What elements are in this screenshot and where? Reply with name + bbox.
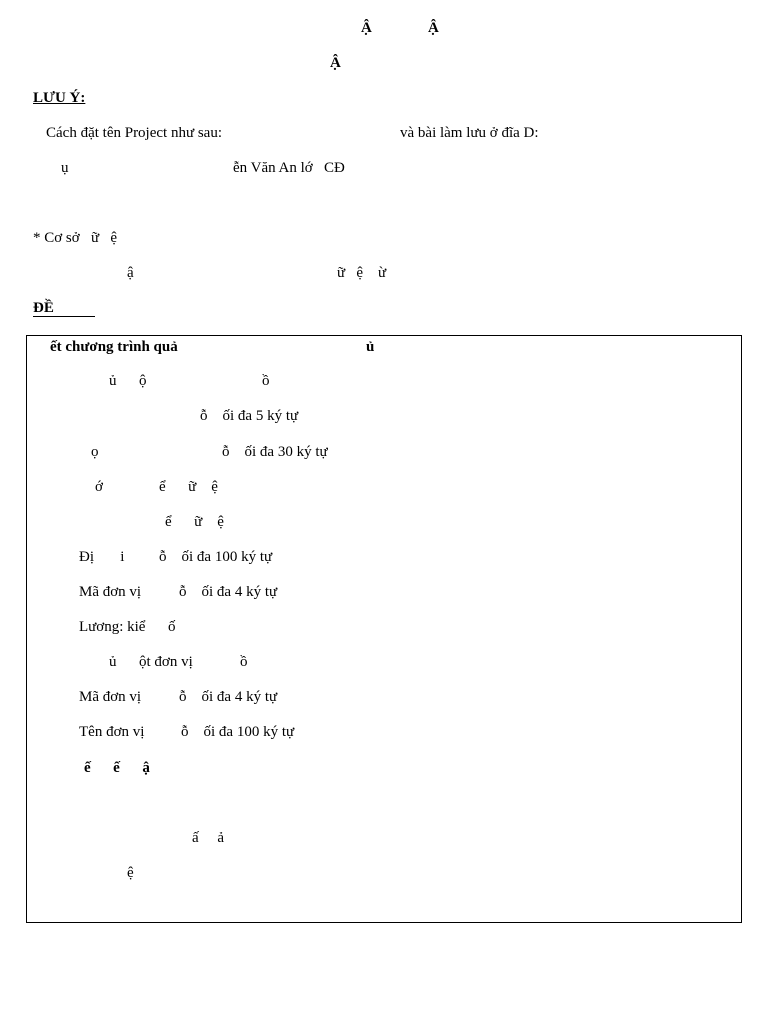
exam-task-b: ủ	[366, 339, 375, 355]
field-8-desc: ỗ ối đa 4 ký tự	[179, 689, 278, 705]
exam-task-a: ết chương trình quả	[50, 339, 178, 355]
field-7: Lương: kiể ố	[79, 619, 176, 635]
field-2-label: ọ	[91, 444, 99, 460]
final-instruction: ệ	[127, 865, 134, 881]
field-6-label: Mã đơn vị	[79, 584, 142, 600]
exam-heading: ĐỀ	[33, 300, 54, 316]
field-6-desc: ỗ ối đa 4 ký tự	[179, 584, 278, 600]
field-5-label: Đị i	[79, 549, 125, 565]
database-line-a: ậ	[127, 265, 134, 281]
field-8-label: Mã đơn vị	[79, 689, 142, 705]
field-4: ể ữ ệ	[165, 514, 224, 530]
table-2-title-end: ồ	[240, 654, 248, 670]
field-1: ỗ ối đa 5 ký tự	[200, 408, 299, 424]
table-2-title: ủ ột đơn vị	[109, 654, 193, 670]
project-naming-label: Cách đặt tên Project như sau:	[46, 125, 223, 141]
save-location-label: và bài làm lưu ở đĩa D:	[400, 125, 539, 141]
field-5-desc: ỗ ối đa 100 ký tự	[159, 549, 273, 565]
field-9-desc: ỗ ối đa 100 ký tự	[181, 724, 295, 740]
title-char-1: Ậ	[361, 20, 372, 36]
field-9-label: Tên đơn vị	[79, 724, 145, 740]
data-instruction: ấ ả	[192, 830, 225, 846]
example-name: ễn Văn An lớ CĐ	[233, 160, 345, 176]
field-2-desc: ỗ ối đa 30 ký tự	[222, 444, 328, 460]
field-3-desc: ể ữ ệ	[159, 479, 218, 495]
example-prefix: ụ	[61, 160, 69, 176]
table-1-title: ủ ộ	[109, 373, 147, 389]
table-1-title-end: ồ	[262, 373, 270, 389]
design-instruction: ế ế ậ	[84, 760, 150, 776]
database-line-b: ữ ệ ừ	[337, 265, 387, 281]
title-char-2: Ậ	[428, 20, 439, 36]
subtitle-char: Ậ	[330, 55, 341, 71]
field-3-label: ớ	[95, 479, 103, 495]
note-heading: LƯU Ý:	[33, 90, 86, 106]
database-heading: * Cơ sở ữ ệ	[33, 230, 117, 246]
exam-heading-underline	[33, 316, 95, 317]
